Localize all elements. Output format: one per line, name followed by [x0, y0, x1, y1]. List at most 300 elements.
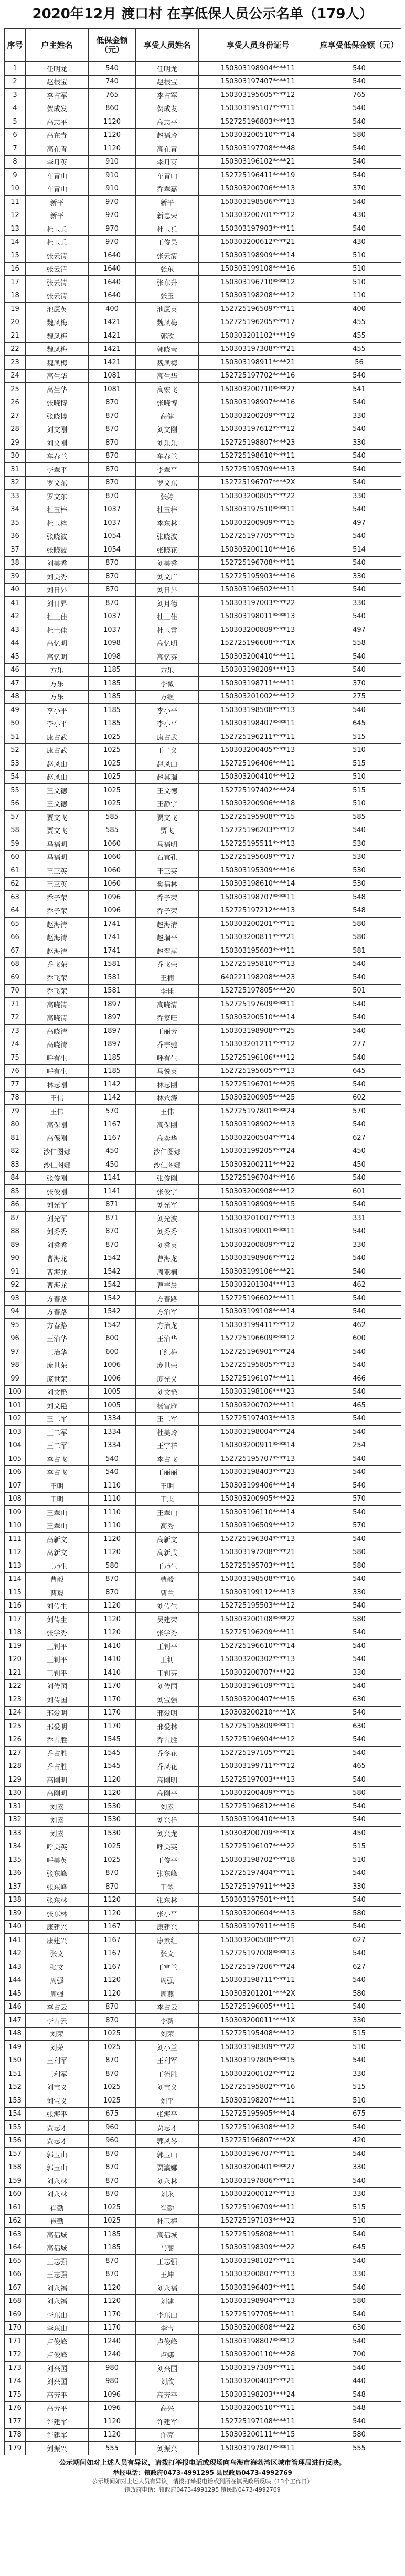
cell-amount: 870: [89, 2000, 136, 2014]
table-row: [5, 2308, 401, 2322]
cell-due: 580: [317, 918, 401, 931]
cell-due: 540: [317, 998, 401, 1011]
cell-member: 杜玉梓: [136, 503, 199, 516]
cell-id: 152725195709****13: [199, 463, 317, 477]
table-row: [5, 530, 401, 543]
cell-amount: 1120: [89, 142, 136, 156]
cell-member: 赵福玲: [136, 128, 199, 142]
cell-due: 530: [317, 877, 401, 891]
cell-due: 515: [317, 730, 401, 744]
table-row: [5, 2041, 401, 2054]
table-row: [5, 784, 401, 797]
cell-household: 贾文飞: [26, 824, 89, 837]
cell-amount: 1120: [89, 1546, 136, 1559]
cell-amount: 1037: [89, 503, 136, 516]
cell-amount: 1025: [89, 784, 136, 797]
cell-member: 王治华: [136, 1332, 199, 1345]
cell-index: 154: [5, 2107, 26, 2121]
table-row: [5, 957, 401, 971]
cell-due: 555: [317, 2442, 401, 2455]
cell-amount: 870: [89, 2014, 136, 2028]
cell-amount: 870: [89, 490, 136, 503]
cell-due: 540: [317, 1265, 401, 1279]
table-row: [5, 2054, 401, 2067]
cell-id: 150303200702****11: [199, 1399, 317, 1413]
cell-id: 152725195903****16: [199, 570, 317, 584]
cell-due: 540: [317, 1252, 401, 1265]
table-row: [5, 2107, 401, 2121]
cell-index: 172: [5, 2348, 26, 2362]
cell-index: 132: [5, 1813, 26, 1827]
cell-id: 150303198907****16: [199, 396, 317, 409]
cell-index: 55: [5, 784, 26, 797]
cell-due: 601: [317, 1185, 401, 1199]
table-row: [5, 142, 401, 156]
cell-due: 540: [317, 423, 401, 436]
cell-member: 王文德: [136, 784, 199, 797]
table-row: [5, 556, 401, 570]
cell-id: 152725197705****11: [199, 2308, 317, 2322]
cell-id: 150303197308****21: [199, 342, 317, 356]
table-row: [5, 1893, 401, 1907]
table-row: [5, 2201, 401, 2215]
cell-index: 101: [5, 1399, 26, 1413]
cell-index: 78: [5, 1091, 26, 1105]
cell-amount: 1167: [89, 1920, 136, 1934]
cell-index: 39: [5, 570, 26, 584]
cell-household: 许建军: [26, 2428, 89, 2442]
cell-due: 540: [317, 196, 401, 209]
cell-index: 89: [5, 1238, 26, 1252]
cell-due: 540: [317, 1479, 401, 1493]
cell-amount: 1240: [89, 2335, 136, 2348]
table-row: [5, 971, 401, 985]
cell-household: 魏凤梅: [26, 342, 89, 356]
cell-amount: 1897: [89, 1025, 136, 1038]
cell-member: 张俊刚: [136, 1171, 199, 1185]
cell-due: 510: [317, 249, 401, 263]
cell-index: 140: [5, 1920, 26, 1934]
cell-household: 刘文艳: [26, 1399, 89, 1413]
cell-index: 49: [5, 704, 26, 717]
table-row: [5, 1867, 401, 1880]
cell-amount: 1025: [89, 757, 136, 771]
cell-amount: 1542: [89, 1278, 136, 1292]
table-row: [5, 1305, 401, 1319]
cell-due: 570: [317, 1492, 401, 1506]
cell-household: 李占军: [26, 89, 89, 102]
table-row: [5, 877, 401, 891]
cell-member: 高忆芬: [136, 650, 199, 664]
cell-amount: 1025: [89, 1840, 136, 1853]
cell-due: 430: [317, 209, 401, 222]
cell-amount: 1581: [89, 971, 136, 985]
cell-amount: 870: [89, 2054, 136, 2067]
cell-id: 152725196609****12: [199, 1332, 317, 1345]
cell-member: 呼有生: [136, 1051, 199, 1065]
table-row: [5, 289, 401, 303]
cell-member: 高宏飞: [136, 383, 199, 396]
cell-member: 王富兰: [136, 1960, 199, 1974]
cell-member: 乔家旺: [136, 1011, 199, 1025]
cell-household: 沙仁图娜: [26, 1145, 89, 1158]
cell-member: 沙仁图娜: [136, 1145, 199, 1158]
cell-member: 新平: [136, 196, 199, 209]
cell-household: 赵风山: [26, 757, 89, 771]
table-row: [5, 797, 401, 811]
cell-due: 580: [317, 1786, 401, 1800]
cell-amount: 1120: [89, 2294, 136, 2308]
table-row: [5, 369, 401, 383]
cell-household: 王文德: [26, 797, 89, 811]
cell-household: 曹海龙: [26, 1265, 89, 1279]
cell-index: 65: [5, 918, 26, 931]
cell-member: 李雪: [136, 2321, 199, 2335]
cell-household: 高刚明: [26, 1786, 89, 1800]
cell-id: 150303200707****22: [199, 1666, 317, 1680]
cell-amount: 585: [89, 811, 136, 824]
cell-amount: 1141: [89, 1171, 136, 1185]
table-row: [5, 1385, 401, 1399]
cell-due: 602: [317, 1091, 401, 1105]
table-row: [5, 1452, 401, 1466]
cell-member: 乔占胜: [136, 1733, 199, 1747]
cell-id: 150303200905****25: [199, 1091, 317, 1105]
cell-id: 150303196707****11: [199, 2148, 317, 2161]
cell-amount: 1545: [89, 1760, 136, 1773]
cell-amount: 540: [89, 1465, 136, 1479]
cell-member: 刘兴国: [136, 2362, 199, 2375]
cell-index: 151: [5, 2067, 26, 2081]
cell-member: 李翠平: [136, 463, 199, 477]
cell-amount: 1170: [89, 2308, 136, 2322]
cell-amount: 1096: [89, 904, 136, 918]
table-row: [5, 1145, 401, 1158]
cell-due: 540: [317, 1118, 401, 1131]
cell-household: 刘素: [26, 1813, 89, 1827]
cell-id: 150303197407****11: [199, 75, 317, 89]
cell-amount: 1410: [89, 1666, 136, 1680]
cell-index: 29: [5, 436, 26, 450]
cell-index: 34: [5, 503, 26, 516]
cell-id: 150303198707****11: [199, 891, 317, 904]
cell-due: 540: [317, 610, 401, 623]
cell-index: 164: [5, 2241, 26, 2255]
cell-member: 杨雪雁: [136, 1399, 199, 1413]
cell-id: 152725195503****12: [199, 1599, 317, 1613]
cell-index: 162: [5, 2214, 26, 2228]
cell-index: 74: [5, 1038, 26, 1051]
table-row: [5, 1426, 401, 1439]
cell-amount: 1120: [89, 1786, 136, 1800]
cell-amount: 540: [89, 62, 136, 76]
cell-member: 乔冬花: [136, 1747, 199, 1760]
cell-index: 98: [5, 1359, 26, 1372]
table-row: [5, 1265, 401, 1279]
cell-amount: 1167: [89, 1934, 136, 1947]
table-row: [5, 1760, 401, 1773]
cell-amount: 1334: [89, 1439, 136, 1452]
cell-index: 97: [5, 1345, 26, 1359]
cell-due: 510: [317, 797, 401, 811]
cell-id: 150303198908****25: [199, 1025, 317, 1038]
cell-due: 548: [317, 904, 401, 918]
cell-id: 152725197206****24: [199, 1960, 317, 1974]
cell-member: 王宇祥: [136, 1439, 199, 1452]
cell-amount: 860: [89, 102, 136, 115]
cell-index: 88: [5, 1225, 26, 1238]
cell-id: 150303200510****14: [199, 1011, 317, 1025]
cell-id: 150303196403****11: [199, 2281, 317, 2295]
cell-due: 540: [317, 1078, 401, 1092]
cell-amount: 585: [89, 824, 136, 837]
cell-due: 630: [317, 1693, 401, 1707]
cell-amount: 1120: [89, 1987, 136, 2001]
cell-id: 150303198906****12: [199, 1252, 317, 1265]
cell-index: 96: [5, 1332, 26, 1345]
cell-household: 呼美英: [26, 1853, 89, 1867]
cell-id: 150303198207****11: [199, 2094, 317, 2108]
cell-household: 康建兴: [26, 1934, 89, 1947]
cell-member: 杜美玲: [136, 1426, 199, 1439]
table-row: [5, 1319, 401, 1332]
cell-due: 540: [317, 957, 401, 971]
cell-due: 465: [317, 1760, 401, 1773]
cell-id: 150303196710****12: [199, 276, 317, 289]
cell-index: 177: [5, 2415, 26, 2429]
cell-id: 152725196107****11: [199, 1372, 317, 1386]
cell-household: 张云清: [26, 289, 89, 303]
cell-id: 150303200409****15: [199, 1786, 317, 1800]
cell-household: 刘秀秀: [26, 1238, 89, 1252]
cell-id: 150303201304****13: [199, 1278, 317, 1292]
cell-member: 高刚平: [136, 1786, 199, 1800]
cell-index: 21: [5, 329, 26, 343]
cell-amount: 870: [89, 2067, 136, 2081]
cell-id: 152725196704****16: [199, 1171, 317, 1185]
cell-id: 152725196803****13: [199, 115, 317, 129]
cell-member: 张云清: [136, 249, 199, 263]
cell-household: 方乐: [26, 690, 89, 704]
cell-id: 152725197805****20: [199, 984, 317, 998]
cell-id: 150303198911****21: [199, 356, 317, 370]
cell-member: 魏凤梅: [136, 316, 199, 329]
table-row: [5, 209, 401, 222]
cell-due: 515: [317, 2201, 401, 2215]
cell-id: 150303200808****22: [199, 2321, 317, 2335]
cell-member: 赵海清: [136, 918, 199, 931]
cell-member: 刘平: [136, 2094, 199, 2108]
cell-id: 150303200805****22: [199, 490, 317, 503]
cell-index: 102: [5, 1412, 26, 1426]
cell-id: 150303198508****16: [199, 1572, 317, 1586]
cell-household: 刘振兴: [26, 2442, 89, 2455]
cell-index: 166: [5, 2268, 26, 2281]
table-row: [5, 89, 401, 102]
cell-index: 130: [5, 1786, 26, 1800]
cell-member: 王德胜: [136, 2067, 199, 2081]
cell-index: 155: [5, 2121, 26, 2135]
table-row: [5, 1733, 401, 1747]
table-row: [5, 811, 401, 824]
cell-household: 高芳平: [26, 2401, 89, 2415]
cell-index: 135: [5, 1853, 26, 1867]
cell-id: 152725198610****11: [199, 449, 317, 463]
cell-member: 杜玉霄: [136, 623, 199, 637]
cell-household: 呼有生: [26, 1051, 89, 1065]
table-row: [5, 704, 401, 717]
table-row: [5, 1800, 401, 1814]
cell-household: 郭玉山: [26, 2148, 89, 2161]
table-row: [5, 503, 401, 516]
cell-household: 王明: [26, 1479, 89, 1493]
table-row: [5, 235, 401, 249]
cell-id: 150303200410****12: [199, 770, 317, 784]
cell-household: 刘传国: [26, 1679, 89, 1693]
cell-due: 540: [317, 1292, 401, 1306]
cell-household: 刘光军: [26, 1198, 89, 1212]
cell-amount: 1581: [89, 957, 136, 971]
cell-household: 李翠平: [26, 463, 89, 477]
cell-amount: 1142: [89, 1078, 136, 1092]
cell-due: 580: [317, 1613, 401, 1626]
cell-member: 马悦英: [136, 1064, 199, 1078]
cell-member: 刘永林: [136, 2174, 199, 2188]
cell-amount: 870: [89, 2161, 136, 2174]
cell-index: 30: [5, 449, 26, 463]
cell-id: 640221198208****23: [199, 971, 317, 985]
table-row: [5, 249, 401, 263]
table-row: [5, 1038, 401, 1051]
cell-household: 乔子荣: [26, 904, 89, 918]
cell-due: 580: [317, 2428, 401, 2442]
cell-household: 张东林: [26, 1907, 89, 1921]
cell-household: 康建兴: [26, 1920, 89, 1934]
cell-index: 93: [5, 1292, 26, 1306]
cell-id: 150303198904****11: [199, 62, 317, 76]
cell-index: 71: [5, 998, 26, 1011]
cell-amount: 1185: [89, 2228, 136, 2241]
cell-due: 540: [317, 2281, 401, 2295]
table-row: [5, 1198, 401, 1212]
cell-index: 171: [5, 2335, 26, 2348]
table-row: [5, 356, 401, 370]
cell-member: 刘宝义: [136, 2081, 199, 2094]
table-row: [5, 276, 401, 289]
cell-due: 540: [317, 650, 401, 664]
cell-household: 方乐: [26, 663, 89, 677]
cell-amount: 1120: [89, 1974, 136, 1987]
cell-member: 乔凤花: [136, 1760, 199, 1773]
table-row: [5, 891, 401, 904]
cell-index: 6: [5, 128, 26, 142]
cell-id: 150303196110****14: [199, 1506, 317, 1519]
cell-index: 157: [5, 2148, 26, 2161]
table-row: [5, 1399, 401, 1413]
cell-index: 12: [5, 209, 26, 222]
cell-amount: 870: [89, 1586, 136, 1600]
cell-id: 152725198807****23: [199, 436, 317, 450]
cell-household: 邢爱明: [26, 1706, 89, 1720]
cell-household: 高忆明: [26, 637, 89, 650]
table-row: [5, 690, 401, 704]
cell-id: 150303198004****24: [199, 1426, 317, 1439]
cell-id: 150303196502****11: [199, 583, 317, 597]
table-row: [5, 677, 401, 691]
cell-member: 李小平: [136, 704, 199, 717]
cell-amount: 1410: [89, 1640, 136, 1653]
cell-household: 张俊刚: [26, 1185, 89, 1199]
cell-id: 150303200211****22: [199, 1158, 317, 1172]
cell-due: 540: [317, 2255, 401, 2268]
cell-id: 150303200401****27: [199, 2161, 317, 2174]
cell-index: 119: [5, 1640, 26, 1653]
table-row: [5, 904, 401, 918]
cell-id: 150303200906****18: [199, 797, 317, 811]
cell-household: 张晓博: [26, 409, 89, 423]
cell-id: 152725196707****2X: [199, 476, 317, 490]
cell-due: 530: [317, 837, 401, 851]
cell-due: 627: [317, 1131, 401, 1145]
cell-household: 周强: [26, 1987, 89, 2001]
table-row: [5, 182, 401, 196]
cell-household: 崔勤: [26, 2214, 89, 2228]
cell-due: 515: [317, 1840, 401, 1853]
cell-member: 方继: [136, 690, 199, 704]
cell-household: 张云清: [26, 249, 89, 263]
cell-member: 乔子荣: [136, 904, 199, 918]
cell-index: 163: [5, 2228, 26, 2241]
cell-index: 112: [5, 1546, 26, 1559]
cell-amount: 1170: [89, 2321, 136, 2335]
cell-index: 134: [5, 1840, 26, 1853]
cell-index: 79: [5, 1105, 26, 1118]
cell-id: 152725196308****12: [199, 2121, 317, 2135]
table-row: [5, 396, 401, 409]
cell-index: 161: [5, 2201, 26, 2215]
cell-household: 高晓清: [26, 1025, 89, 1038]
cell-id: 150303200108****22: [199, 1613, 317, 1626]
table-row: [5, 2335, 401, 2348]
cell-due: 540: [317, 556, 401, 570]
cell-household: 刘美秀: [26, 570, 89, 584]
cell-index: 33: [5, 490, 26, 503]
cell-due: 645: [317, 1064, 401, 1078]
cell-amount: 871: [89, 1212, 136, 1225]
cell-household: 乔占胜: [26, 1760, 89, 1773]
cell-member: 李小平: [136, 717, 199, 730]
cell-member: 高忆明: [136, 637, 199, 650]
cell-household: 邢爱明: [26, 1720, 89, 1733]
table-row: [5, 1131, 401, 1145]
footer-line-3: 公示期间如对上述人员有异议，请拨打举报电话或到所在镇民政所反映（13个工作日）: [92, 2478, 313, 2485]
cell-index: 57: [5, 811, 26, 824]
cell-due: 540: [317, 1800, 401, 1814]
table-row: [5, 543, 401, 557]
cell-amount: 1025: [89, 1853, 136, 1867]
cell-due: 540: [317, 1706, 401, 1720]
cell-due: 570: [317, 1519, 401, 1533]
col-header-member: 享受人员姓名: [136, 29, 199, 62]
cell-due: 540: [317, 1452, 401, 1466]
cell-index: 41: [5, 597, 26, 610]
cell-due: 277: [317, 1038, 401, 1051]
table-row: [5, 2255, 401, 2268]
table-row: [5, 1372, 401, 1386]
table-row: [5, 998, 401, 1011]
table-row: [5, 516, 401, 530]
cell-id: 150303198508****13: [199, 704, 317, 717]
